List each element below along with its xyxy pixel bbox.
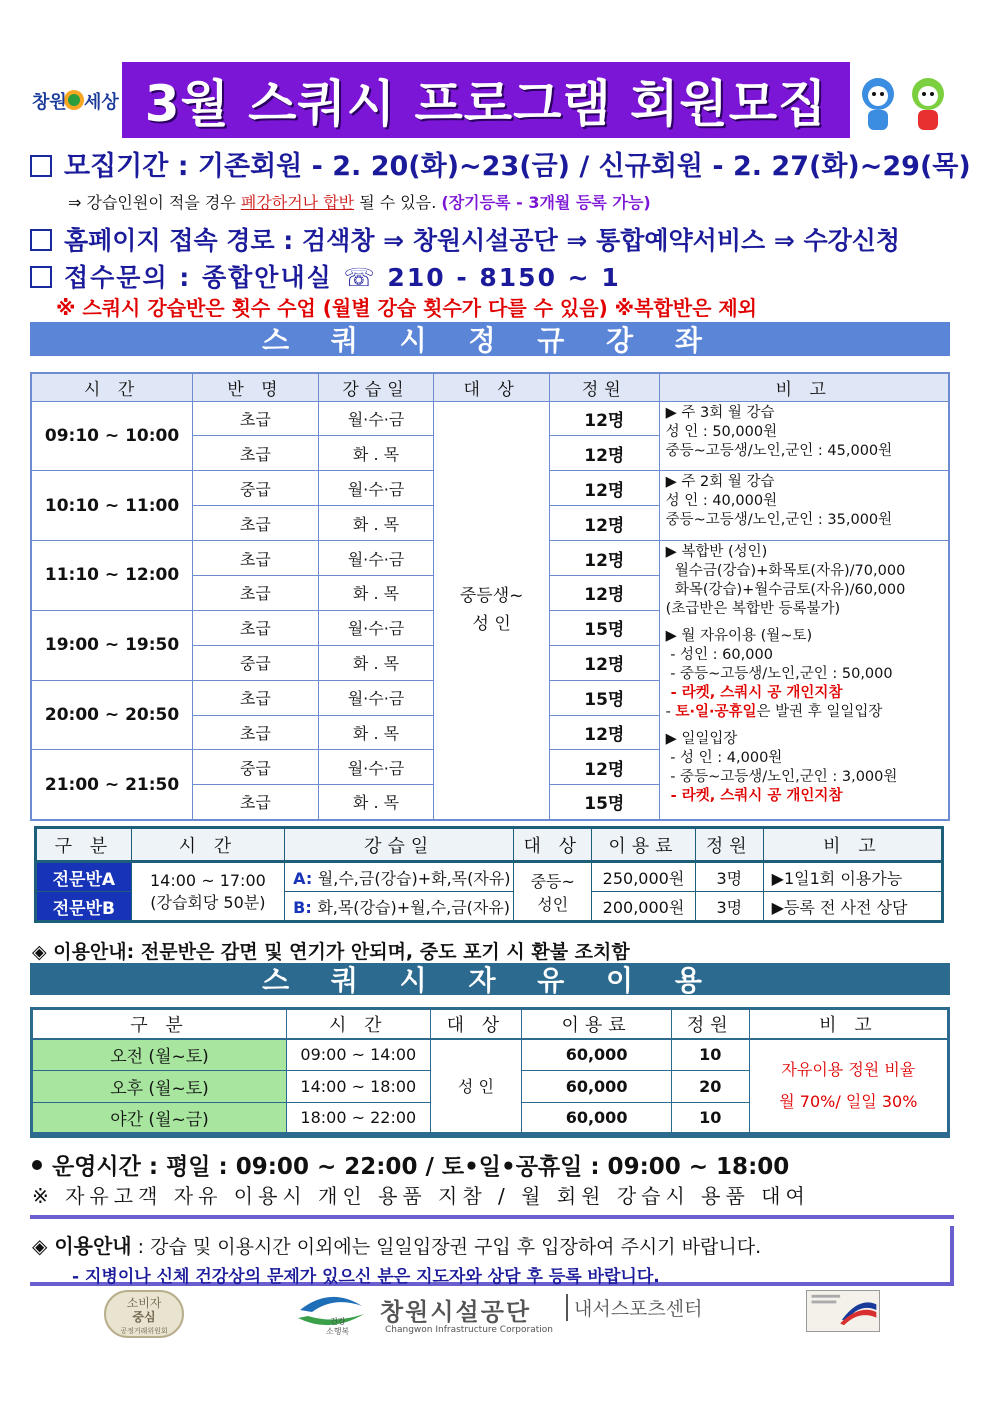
free-capacity-ratio: 자유이용 정원 비율 월 70%/ 일일 30% <box>749 1039 948 1135</box>
special-time: 14:00 ~ 17:00 (강습회당 50분) <box>131 862 284 922</box>
period-time: 18:00 ~ 22:00 <box>287 1103 431 1135</box>
period-time: 14:00 ~ 18:00 <box>287 1071 431 1103</box>
class-level: 중급 <box>193 645 319 680</box>
consumer-centered-badge: 소비자 중심 공정거래위원회 <box>104 1290 184 1338</box>
class-capacity: 15명 <box>549 610 659 645</box>
class-capacity: 15명 <box>549 680 659 715</box>
free-use-table <box>30 1007 950 1138</box>
bullet-icon <box>32 1160 42 1170</box>
class-level: 초급 <box>193 541 319 576</box>
table-header-row <box>31 373 949 401</box>
changwon-logo <box>30 72 119 126</box>
class-level: 중급 <box>193 750 319 785</box>
header-notes: 비 고 <box>763 828 942 862</box>
class-days: 월·수·금 <box>318 750 434 785</box>
header-days: 강습일 <box>318 373 434 401</box>
class-days: 화 . 목 <box>318 506 434 541</box>
header-notes: 비 고 <box>749 1009 948 1039</box>
class-capacity: 12명 <box>549 575 659 610</box>
header-target: 대 상 <box>514 828 592 862</box>
svg-text:세상: 세상 <box>84 92 119 113</box>
period-fee: 60,000 <box>522 1103 672 1135</box>
operating-hours: 운영시간 : 평일 : 09:00 ~ 22:00 / 토•일•공휴일 : 09:00 ~ 18:00 <box>32 1148 789 1181</box>
class-capacity: 3명 <box>695 892 763 922</box>
table-header-row <box>32 1009 949 1039</box>
homepage-route: 홈페이지 접속 경로 : 검색창 ⇒ 창원시설공단 ⇒ 통합예약서비스 ⇒ 수강신청 <box>30 221 900 257</box>
class-fee: 200,000원 <box>592 892 696 922</box>
checkbox-icon <box>30 266 52 288</box>
note-2x-week: ▶ 주 2회 월 강습 성 인 : 40,000원 중등~고등생/노인,군인 : 35,000원 <box>659 471 949 541</box>
class-capacity: 12명 <box>549 645 659 680</box>
period-capacity: 10 <box>671 1103 749 1135</box>
header-capacity: 정원 <box>549 373 659 401</box>
class-level: 초급 <box>193 785 319 820</box>
time-slot: 11:10 ~ 12:00 <box>31 541 193 611</box>
special-class-table <box>34 826 944 923</box>
corporation-logo-icon <box>290 1290 370 1336</box>
class-days: 화 . 목 <box>318 715 434 750</box>
period-time: 09:00 ~ 14:00 <box>287 1039 431 1071</box>
time-slot: 10:10 ~ 11:00 <box>31 471 193 541</box>
svg-text:창원: 창원 <box>32 92 67 113</box>
header-time: 시 간 <box>31 373 193 401</box>
period-category: 오전 (월~토) <box>32 1039 287 1071</box>
header-target: 대 상 <box>434 373 550 401</box>
lesson-count-warning: ※ 스쿼시 강습반은 횟수 수업 (월별 강습 횟수가 다를 수 있음) ※복합반은 제외 <box>56 296 758 320</box>
class-days: 화 . 목 <box>318 575 434 610</box>
period-fee: 60,000 <box>522 1071 672 1103</box>
header-notes: 비 고 <box>659 373 949 401</box>
class-level: 초급 <box>193 436 319 471</box>
table-row <box>31 401 949 436</box>
mascot-illustration <box>852 72 956 134</box>
period-capacity: 10 <box>671 1039 749 1071</box>
time-slot: 09:10 ~ 10:00 <box>31 401 193 471</box>
divider <box>30 1215 954 1219</box>
class-level: 초급 <box>193 715 319 750</box>
class-level: 초급 <box>193 401 319 436</box>
sports-center-name: 내서스포츠센터 <box>566 1294 702 1321</box>
corporation-english-name: Changwon Infrastructure Corporation <box>385 1325 553 1335</box>
contact-info: 접수문의 : 종합안내실 ☏ 210 - 8150 ~ 1 <box>30 258 621 294</box>
class-note: ▶등록 전 사전 상담 <box>763 892 942 922</box>
class-note: ▶1일1회 이용가능 <box>763 862 942 892</box>
class-days: 월·수·금 <box>318 680 434 715</box>
class-name: 전문반A <box>36 862 132 892</box>
class-capacity: 12명 <box>549 750 659 785</box>
special-target: 중등~ 성인 <box>514 862 592 922</box>
header-days: 강습일 <box>285 828 514 862</box>
certification-mark-icon <box>806 1290 880 1332</box>
cancellation-note: ⇒ 강습인원이 적을 경우 폐강하거나 합반 될 수 있음. (장기등록 - 3개월 등록 가능) <box>68 193 651 212</box>
class-capacity: 12명 <box>549 401 659 436</box>
class-capacity: 12명 <box>549 436 659 471</box>
header-target: 대 상 <box>430 1009 522 1039</box>
table-header-row <box>36 828 943 862</box>
class-days: 월·수·금 <box>318 401 434 436</box>
page-title: 3월 스쿼시 프로그램 회원모집 <box>122 62 850 138</box>
header-category: 구 분 <box>32 1009 287 1039</box>
checkbox-icon <box>30 155 52 177</box>
free-section-title: 스 쿼 시 자 유 이 용 <box>30 963 950 995</box>
class-level: 초급 <box>193 506 319 541</box>
class-days: 월·수·금 <box>318 610 434 645</box>
header-capacity: 정원 <box>695 828 763 862</box>
header-fee: 이용료 <box>592 828 696 862</box>
class-capacity: 12명 <box>549 506 659 541</box>
regular-section-title: 스 쿼 시 정 규 강 좌 <box>30 322 950 356</box>
class-level: 초급 <box>193 610 319 645</box>
free-target: 성 인 <box>430 1039 522 1135</box>
svg-text:건강: 건강 <box>330 1317 346 1326</box>
class-days: 월·수·금 <box>318 471 434 506</box>
table-row <box>36 862 943 892</box>
svg-text:소행복: 소행복 <box>326 1327 350 1336</box>
class-fee: 250,000원 <box>592 862 696 892</box>
corporation-name: 창원시설공단 <box>380 1298 532 1326</box>
class-name: 전문반B <box>36 892 132 922</box>
recruit-period: 모집기간 : 기존회원 - 2. 20(화)~23(금) / 신규회원 - 2. 27(화)~29(목) <box>30 144 971 183</box>
equipment-note: ※ 자유고객 자유 이용시 개인 용품 지참 / 월 회원 강습시 용품 대여 <box>32 1184 810 1208</box>
target-group: 중등생~ 성 인 <box>434 401 550 820</box>
period-fee: 60,000 <box>522 1039 672 1071</box>
header-capacity: 정원 <box>671 1009 749 1039</box>
health-notice: - 지병이나 신체 건강상의 문제가 있으신 분은 지도자와 상담 후 등록 바랍니다. <box>72 1267 660 1287</box>
time-slot: 21:00 ~ 21:50 <box>31 750 193 820</box>
table-row <box>32 1039 949 1071</box>
class-level: 초급 <box>193 680 319 715</box>
class-days: 화 . 목 <box>318 785 434 820</box>
class-level: 초급 <box>193 575 319 610</box>
class-days: B: 화,목(강습)+월,수,금(자유) <box>285 892 514 922</box>
special-class-notice: ◈ 이용안내: 전문반은 감면 및 연기가 안되며, 중도 포기 시 환불 조치함 <box>32 941 630 963</box>
checkbox-icon <box>30 229 52 251</box>
class-capacity: 3명 <box>695 862 763 892</box>
class-days: 화 . 목 <box>318 645 434 680</box>
period-category: 야간 (월~금) <box>32 1103 287 1135</box>
header-time: 시 간 <box>287 1009 431 1039</box>
header-category: 구 분 <box>36 828 132 862</box>
class-level: 중급 <box>193 471 319 506</box>
class-days: 화 . 목 <box>318 436 434 471</box>
header-time: 시 간 <box>131 828 284 862</box>
class-capacity: 12명 <box>549 471 659 506</box>
header-fee: 이용료 <box>522 1009 672 1039</box>
note-combined-free-daily: ▶ 복합반 (성인) 월수금(강습)+화목토(자유)/70,000 화목(강습)+월수금토(자유)/60,000 (초급반은 복합반 등록불가) ▶ 월 자유이용 (월~토) - 성인 : 60,000 - 중등~고등생/노인,군인 : 50,000 - 라켓, 스쿼시 공 개인지참 - 토·일·공휴일은 발권 후 일일입장 ▶ 일일입장 - 성 인 : 4,000원 - 중등~고등생/노인,군인 : 3,000원 - 라켓, 스쿼시 공 개인지참 <box>659 541 949 820</box>
period-capacity: 20 <box>671 1071 749 1103</box>
time-slot: 19:00 ~ 19:50 <box>31 610 193 680</box>
time-slot: 20:00 ~ 20:50 <box>31 680 193 750</box>
class-capacity: 12명 <box>549 541 659 576</box>
note-3x-week: ▶ 주 3회 월 강습 성 인 : 50,000원 중등~고등생/노인,군인 : 45,000원 <box>659 401 949 471</box>
period-category: 오후 (월~토) <box>32 1071 287 1103</box>
class-days: A: 월,수,금(강습)+화,목(자유) <box>285 862 514 892</box>
class-days: 월·수·금 <box>318 541 434 576</box>
regular-schedule-table <box>30 372 950 821</box>
header-class: 반 명 <box>193 373 319 401</box>
class-capacity: 15명 <box>549 785 659 820</box>
class-capacity: 12명 <box>549 715 659 750</box>
usage-guide: ◈ 이용안내 : 강습 및 이용시간 이외에는 일일입장권 구입 후 입장하여 주시기 바랍니다. <box>32 1234 762 1258</box>
